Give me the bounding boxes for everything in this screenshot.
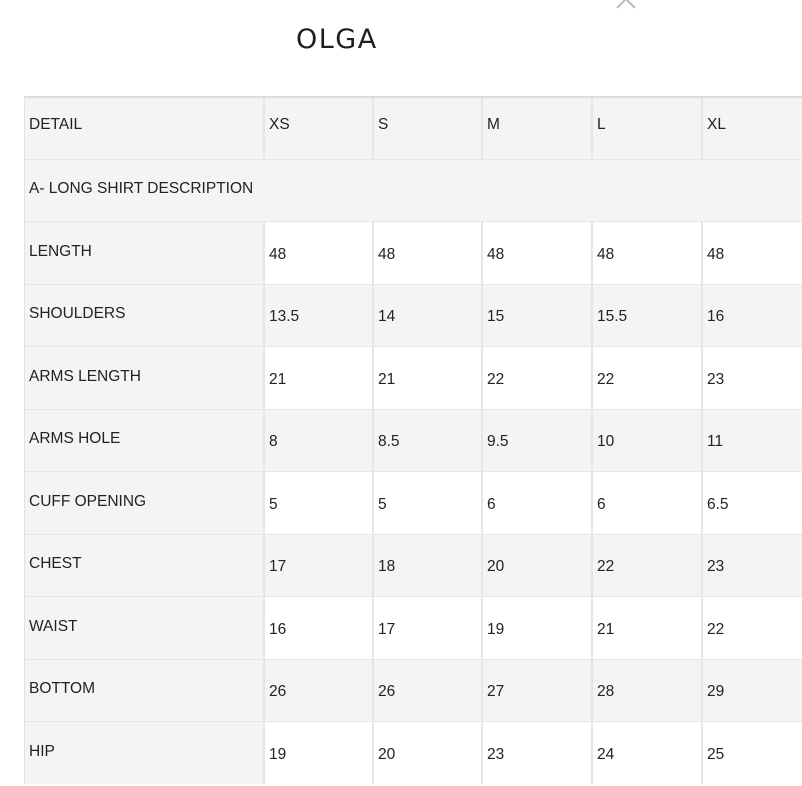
- table-cell: 48: [703, 222, 802, 284]
- header-size-s: S: [374, 98, 483, 159]
- table-cell: 13.5: [265, 285, 374, 347]
- table-cell: 16: [265, 597, 374, 659]
- table-cell: 20: [483, 535, 593, 597]
- table-row: [24, 471, 802, 534]
- table-cell: 26: [374, 660, 483, 722]
- row-label: CUFF OPENING: [24, 472, 265, 534]
- table-header-row: [24, 96, 802, 159]
- row-label: BOTTOM: [24, 660, 265, 722]
- page-title: OLGA: [296, 24, 378, 55]
- header-size-m: M: [483, 98, 593, 159]
- table-cell: 48: [265, 222, 374, 284]
- table-cell: 8.5: [374, 410, 483, 472]
- table-cell: 22: [703, 597, 802, 659]
- row-label: ARMS HOLE: [24, 410, 265, 472]
- table-cell: 16: [703, 285, 802, 347]
- header-size-xl: XL: [703, 98, 802, 159]
- table-cell: 15: [483, 285, 593, 347]
- row-label: ARMS LENGTH: [24, 347, 265, 409]
- table-cell: 24: [593, 722, 703, 784]
- table-cell: 25: [703, 722, 802, 784]
- table-row: [24, 659, 802, 722]
- header-size-xs: XS: [265, 98, 374, 159]
- table-cell: 14: [374, 285, 483, 347]
- table-cell: 29: [703, 660, 802, 722]
- table-row: [24, 409, 802, 472]
- table-cell: 22: [483, 347, 593, 409]
- table-row: [24, 221, 802, 284]
- row-label: SHOULDERS: [24, 285, 265, 347]
- table-cell: 17: [374, 597, 483, 659]
- table-cell: 18: [374, 535, 483, 597]
- table-cell: 23: [703, 347, 802, 409]
- table-cell: 17: [265, 535, 374, 597]
- section-title: A- LONG SHIRT DESCRIPTION: [24, 160, 802, 222]
- table-cell: 22: [593, 535, 703, 597]
- table-cell: 21: [593, 597, 703, 659]
- table-cell: 9.5: [483, 410, 593, 472]
- table-cell: 26: [265, 660, 374, 722]
- row-label: WAIST: [24, 597, 265, 659]
- table-cell: 21: [374, 347, 483, 409]
- table-cell: 6.5: [703, 472, 802, 534]
- table-cell: 23: [703, 535, 802, 597]
- table-row: [24, 596, 802, 659]
- table-cell: 11: [703, 410, 802, 472]
- table-cell: 48: [374, 222, 483, 284]
- table-cell: 15.5: [593, 285, 703, 347]
- table-cell: 10: [593, 410, 703, 472]
- table-cell: 22: [593, 347, 703, 409]
- size-chart-table: [24, 96, 802, 784]
- table-cell: 5: [374, 472, 483, 534]
- table-cell: 6: [483, 472, 593, 534]
- table-cell: 5: [265, 472, 374, 534]
- table-row: [24, 346, 802, 409]
- close-icon[interactable]: [614, 0, 640, 10]
- table-cell: 23: [483, 722, 593, 784]
- table-row: [24, 721, 802, 784]
- table-cell: 6: [593, 472, 703, 534]
- table-cell: 28: [593, 660, 703, 722]
- table-cell: 19: [483, 597, 593, 659]
- row-label: LENGTH: [24, 222, 265, 284]
- table-cell: 48: [483, 222, 593, 284]
- section-row: [24, 159, 802, 222]
- table-cell: 19: [265, 722, 374, 784]
- table-row: [24, 284, 802, 347]
- table-cell: 48: [593, 222, 703, 284]
- table-cell: 21: [265, 347, 374, 409]
- row-label: HIP: [24, 722, 265, 784]
- table-cell: 20: [374, 722, 483, 784]
- header-size-l: L: [593, 98, 703, 159]
- table-cell: 8: [265, 410, 374, 472]
- table-cell: 27: [483, 660, 593, 722]
- header-detail: DETAIL: [24, 98, 265, 159]
- table-row: [24, 534, 802, 597]
- row-label: CHEST: [24, 535, 265, 597]
